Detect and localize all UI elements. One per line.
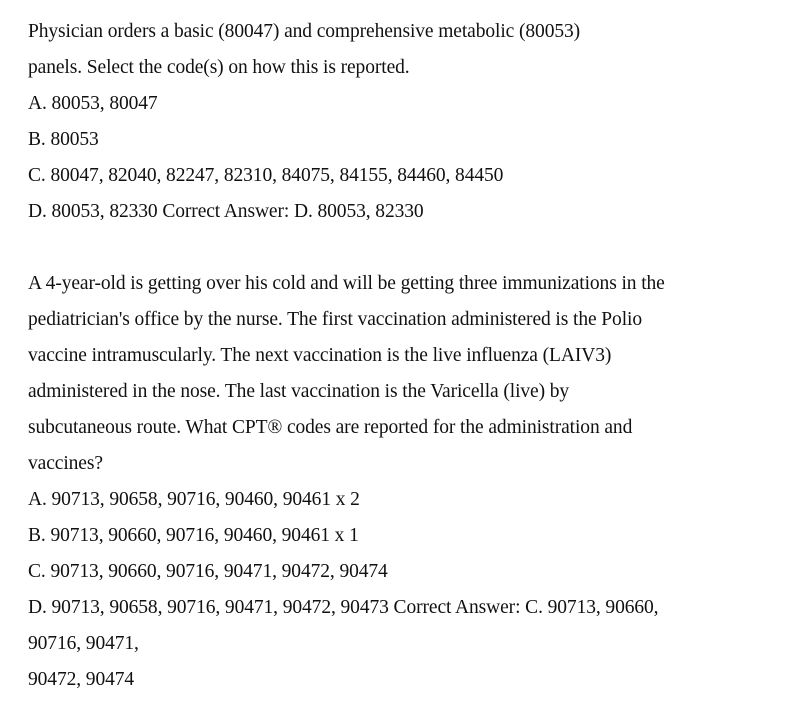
question-2-option-d-answer: D. 90713, 90658, 90716, 90471, 90472, 90473 Correct Answer: C. 90713, 90660, <box>28 597 659 618</box>
question-2-answer-continuation-1: 90716, 90471, <box>28 633 139 654</box>
question-2-stem-line-5: subcutaneous route. What CPT® codes are reported for the administration and <box>28 417 633 438</box>
question-2-stem-line-2: pediatrician's office by the nurse. The first vaccination administered is the Polio <box>28 309 642 330</box>
question-2-stem-line-1: A 4-year-old is getting over his cold and will be getting three immunizations in the <box>28 273 665 294</box>
question-2-option-b: B. 90713, 90660, 90716, 90460, 90461 x 1 <box>28 525 359 546</box>
question-2-stem-line-6: vaccines? <box>28 453 103 474</box>
question-2-option-a: A. 90713, 90658, 90716, 90460, 90461 x 2 <box>28 489 360 510</box>
question-1-option-d-answer: D. 80053, 82330 Correct Answer: D. 80053, 82330 <box>28 201 424 222</box>
question-1-stem-line-1: Physician orders a basic (80047) and comprehensive metabolic (80053) <box>28 21 581 42</box>
question-2-stem-line-4: administered in the nose. The last vaccination is the Varicella (live) by <box>28 381 570 402</box>
question-2-stem-line-3: vaccine intramuscularly. The next vaccination is the live influenza (LAIV3) <box>28 345 612 366</box>
question-1-option-a: A. 80053, 80047 <box>28 93 158 114</box>
question-1-option-b: B. 80053 <box>28 129 99 150</box>
question-2-answer-continuation-2: 90472, 90474 <box>28 669 135 690</box>
question-2-option-c: C. 90713, 90660, 90716, 90471, 90472, 90474 <box>28 561 388 582</box>
question-1-option-c: C. 80047, 82040, 82247, 82310, 84075, 84155, 84460, 84450 <box>28 165 504 186</box>
question-1-stem-line-2: panels. Select the code(s) on how this is reported. <box>28 57 410 78</box>
